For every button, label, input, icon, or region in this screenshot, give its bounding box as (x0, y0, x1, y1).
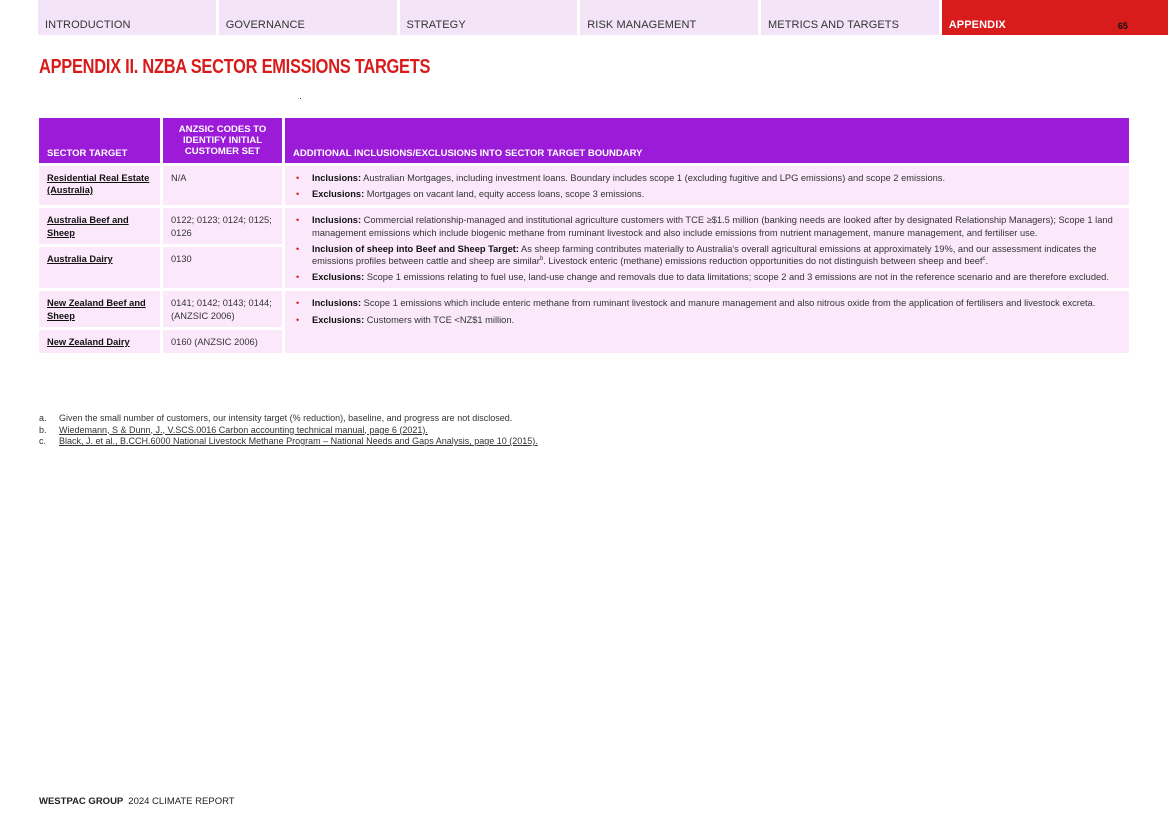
anzsic-codes: 0160 (ANZSIC 2006) (163, 330, 282, 353)
sector-link-residential[interactable]: Residential Real Estate (Australia) (47, 173, 150, 196)
nav-tab-metrics-and-targets[interactable]: METRICS AND TARGETS (761, 0, 939, 35)
table-row (39, 208, 282, 243)
sector-link-australia-beef-sheep[interactable]: Australia Beef and Sheep (47, 215, 129, 238)
footer-report: 2024 CLIMATE REPORT (128, 796, 235, 807)
nav-tab-risk-management[interactable]: RISK MANAGEMENT (580, 0, 758, 35)
list-item: • Inclusions: Commercial relationship-managed and institutional agriculture customers with TCE ≥$1.5 million (banking needs are looked after by designated Relationship Managers); Scope 1 land management emissions which include biogenic methane from ruminant livestock and also include emissions from nutrient management, manure management, and fertiliser use. (293, 214, 1121, 238)
page-title: APPENDIX II. NZBA SECTOR EMISSIONS TARGETS (39, 56, 431, 78)
stray-dot (300, 98, 301, 99)
footnote-a: a. Given the small number of customers, our intensity target (% reduction), baseline, and progress are not disclosed. (39, 413, 513, 423)
list-item: • Exclusions: Scope 1 emissions relating to fuel use, land-use change and removals due to data limitations; scope 2 and 3 emissions are not in the reference scenario and are therefore excluded. (293, 271, 1121, 283)
nav-tab-introduction[interactable]: INTRODUCTION (38, 0, 216, 35)
anzsic-codes: N/A (163, 166, 282, 205)
nav-tab-governance[interactable]: GOVERNANCE (219, 0, 397, 35)
footnotes (39, 413, 538, 448)
list-item: • Inclusions: Scope 1 emissions which include enteric methane from ruminant livestock and manure management and also nitrous oxide from the application of fertilisers and livestock excreta. (293, 297, 1121, 309)
anzsic-codes: 0122; 0123; 0124; 0125; 0126 (163, 208, 282, 243)
footer-brand: WESTPAC GROUP (39, 796, 124, 807)
table-row-group (39, 291, 1129, 353)
header-inclusions-exclusions: ADDITIONAL INCLUSIONS/EXCLUSIONS INTO SECTOR TARGET BOUNDARY (285, 118, 1129, 163)
table-row-group (39, 208, 1129, 288)
list-item: • Exclusions: Mortgages on vacant land, equity access loans, scope 3 emissions. (293, 188, 1121, 200)
nav-tab-appendix[interactable]: APPENDIX 65 (942, 0, 1168, 35)
table-header-row (39, 118, 1129, 163)
top-navigation (38, 0, 1168, 35)
header-anzsic-codes: ANZSIC CODES TO IDENTIFY INITIAL CUSTOMER SET (163, 118, 282, 163)
list-item: • Inclusion of sheep into Beef and Sheep Target: As sheep farming contributes materially to Australia's overall agricultural emissions at approximately 19%, and our assessment indicates the emissions profiles between cattle and sheep are similar$^b$. Livestock enteric (methane) emissions reduction opportunities do not distinguish between sheep and beef$^c$. (293, 243, 1121, 267)
anzsic-codes: 0141; 0142; 0143; 0144; (ANZSIC 2006) (163, 291, 282, 326)
nav-tab-strategy[interactable]: STRATEGY (400, 0, 578, 35)
table-row (39, 330, 282, 353)
page-number: 65 (1117, 21, 1129, 31)
footnote-link-c[interactable]: Black, J. et al., B.CCH.6000 National Livestock Methane Program – National Needs and Gaps Analysis, page 10 (2015). (59, 436, 538, 446)
table-row (39, 247, 282, 289)
page-footer (39, 796, 235, 807)
sector-link-australia-dairy[interactable]: Australia Dairy (47, 253, 113, 264)
sector-targets-table (39, 118, 1129, 356)
header-sector-target: SECTOR TARGET (39, 118, 160, 163)
table-row (39, 291, 282, 326)
list-item: • Exclusions: Customers with TCE <NZ$1 million. (293, 314, 1121, 326)
list-item: • Inclusions: Australian Mortgages, including investment loans. Boundary includes scope 1 (excluding fugitive and LPG emissions) and scope 2 emissions. (293, 172, 1121, 184)
table-row (39, 166, 1129, 205)
anzsic-codes: 0130 (163, 247, 282, 289)
footnote-c: c. Black, J. et al., B.CCH.6000 National Livestock Methane Program – National Needs and Gaps Analysis, page 10 (2015). (39, 436, 538, 446)
footnote-link-b[interactable]: Wiedemann, S & Dunn, J., V.SCS.0016 Carbon accounting technical manual, page 6 (2021). (59, 424, 428, 435)
footnote-b: b. Wiedemann, S & Dunn, J., V.SCS.0016 Carbon accounting technical manual, page 6 (2021). (39, 424, 428, 435)
sector-link-nz-dairy[interactable]: New Zealand Dairy (47, 336, 130, 347)
sector-link-nz-beef-sheep[interactable]: New Zealand Beef and Sheep (47, 298, 146, 321)
